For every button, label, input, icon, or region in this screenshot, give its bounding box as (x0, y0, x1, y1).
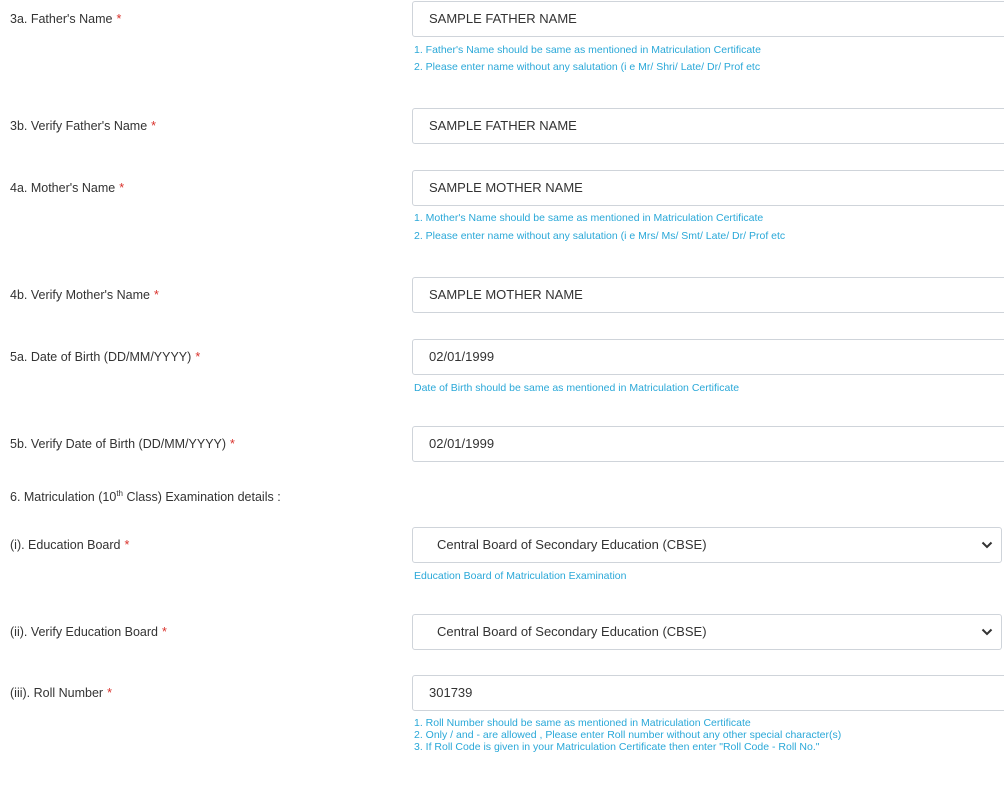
dob-input[interactable]: 02/01/1999 (412, 339, 1004, 375)
education-board-hint (414, 570, 974, 582)
required-marker: * (124, 538, 130, 552)
verify-education-board-label: (ii). Verify Education Board * (10, 625, 167, 639)
education-board-select[interactable] (412, 527, 1002, 563)
matriculation-section-heading: 6. Matriculation (10th Class) Examination details : (10, 489, 281, 505)
mother-name-input[interactable]: SAMPLE MOTHER NAME (412, 170, 1004, 206)
required-marker: * (151, 119, 157, 133)
required-marker: * (116, 12, 122, 26)
roll-number-label: (iii). Roll Number * (10, 686, 112, 700)
education-board-hint-text: Education Board of Matriculation Examination (414, 570, 627, 582)
father-name-hint-1: 1. Father's Name should be same as mentioned in Matriculation Certificate (414, 44, 761, 56)
father-name-label: 3a. Father's Name * (10, 12, 122, 26)
father-name-hint-2: 2. Please enter name without any salutation (i e Mr/ Shri/ Late/ Dr/ Prof etc (414, 61, 761, 73)
required-marker: * (107, 686, 112, 700)
education-board-selected-value: Central Board of Secondary Education (CBSE) (437, 537, 707, 552)
chevron-down-icon (981, 541, 993, 549)
dob-hint-text: Date of Birth should be same as mentioned in Matriculation Certificate (414, 382, 740, 394)
dob-hint (414, 382, 974, 394)
chevron-down-icon (981, 628, 993, 636)
verify-father-name-label: 3b. Verify Father's Name * (10, 119, 157, 133)
dob-label: 5a. Date of Birth (DD/MM/YYYY) * (10, 350, 201, 364)
roll-number-hints (414, 717, 954, 753)
education-board-label: (i). Education Board * (10, 538, 130, 552)
roll-number-hint-3: 3. If Roll Code is given in your Matriculation Certificate then enter "Roll Code - Roll No." (414, 741, 820, 753)
roll-number-hint-2: 2. Only / and - are allowed , Please enter Roll number without any other special character(s) (414, 729, 842, 741)
required-marker: * (162, 625, 167, 639)
mother-name-label: 4a. Mother's Name * (10, 181, 125, 195)
mother-name-hints (414, 212, 974, 242)
required-marker: * (230, 437, 235, 451)
required-marker: * (195, 350, 201, 364)
father-name-input[interactable]: SAMPLE FATHER NAME (412, 1, 1004, 37)
roll-number-input[interactable]: 301739 (412, 675, 1004, 711)
mother-name-hint-2: 2. Please enter name without any salutation (i e Mrs/ Ms/ Smt/ Late/ Dr/ Prof etc (414, 230, 786, 242)
roll-number-hint-1: 1. Roll Number should be same as mentioned in Matriculation Certificate (414, 717, 751, 729)
verify-mother-name-label: 4b. Verify Mother's Name * (10, 288, 159, 302)
required-marker: * (153, 288, 159, 302)
verify-education-board-selected-value: Central Board of Secondary Education (CBSE) (437, 624, 707, 639)
father-name-hints (414, 44, 974, 73)
verify-mother-name-input[interactable]: SAMPLE MOTHER NAME (412, 277, 1004, 313)
mother-name-hint-1: 1. Mother's Name should be same as mentioned in Matriculation Certificate (414, 212, 764, 224)
verify-education-board-select[interactable] (412, 614, 1002, 650)
verify-father-name-input[interactable]: SAMPLE FATHER NAME (412, 108, 1004, 144)
verify-dob-input[interactable]: 02/01/1999 (412, 426, 1004, 462)
verify-dob-label: 5b. Verify Date of Birth (DD/MM/YYYY) * (10, 437, 235, 451)
required-marker: * (119, 181, 125, 195)
